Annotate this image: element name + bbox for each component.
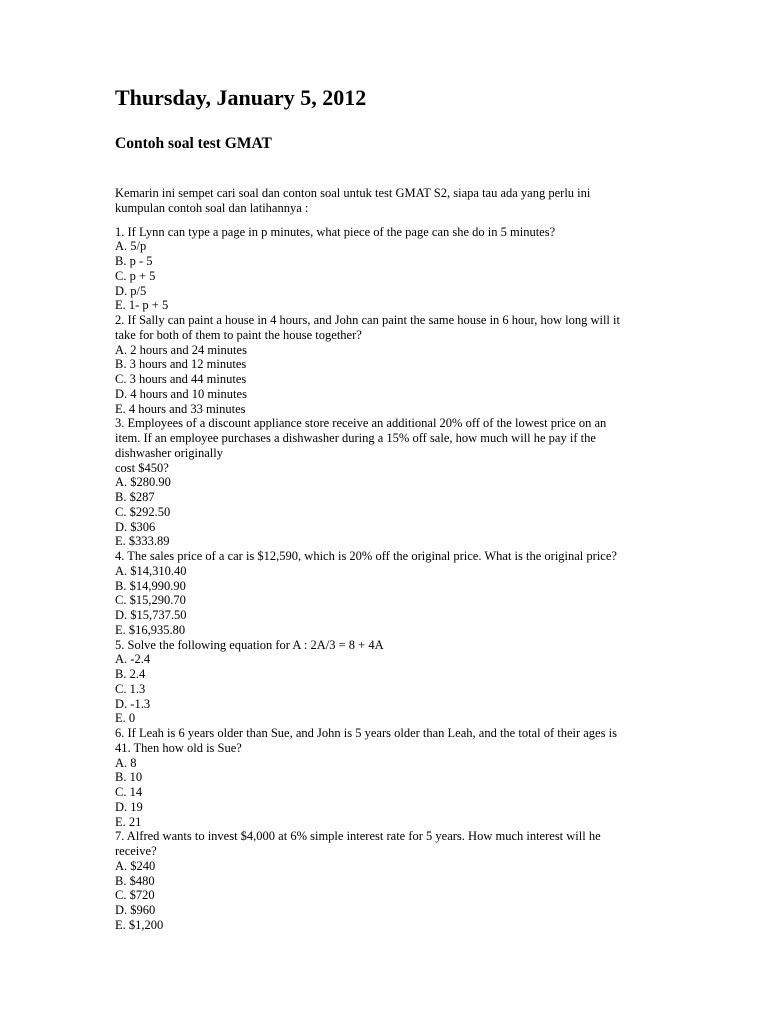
option-line: C. $720 bbox=[115, 888, 155, 903]
option-line: B. $14,990.90 bbox=[115, 578, 186, 593]
option-line: A. 2 hours and 24 minutes bbox=[115, 342, 247, 357]
option-line: E. $16,935.80 bbox=[115, 622, 186, 637]
question-text-line: 7. Alfred wants to invest $4,000 at 6% simple interest rate for 5 years. How much interest will he bbox=[115, 829, 601, 844]
post-subtitle: Contoh soal test GMAT bbox=[115, 135, 272, 152]
option-line: E. 1- p + 5 bbox=[115, 298, 169, 313]
option-line: B. p - 5 bbox=[115, 254, 153, 268]
option-line: E. 0 bbox=[115, 711, 136, 726]
option-line: D. $306 bbox=[115, 519, 156, 534]
option-line: A. $14,310.40 bbox=[115, 563, 187, 578]
option-line: B. 2.4 bbox=[115, 667, 146, 681]
option-line: C. $15,290.70 bbox=[115, 593, 186, 608]
option-line: B. 3 hours and 12 minutes bbox=[115, 357, 247, 372]
option-line: C. 14 bbox=[115, 785, 143, 799]
option-line: A. $280.90 bbox=[115, 475, 171, 490]
question-text-line: 3. Employees of a discount appliance store receive an additional 20% off of the lowest price on an bbox=[115, 416, 607, 431]
question-text-line: receive? bbox=[115, 844, 157, 858]
option-line: E. 21 bbox=[115, 814, 142, 829]
questions bbox=[115, 225, 660, 933]
document-content bbox=[115, 84, 660, 933]
option-line: D. $960 bbox=[115, 903, 156, 917]
option-line: A. $240 bbox=[115, 858, 156, 873]
option-line: D. 19 bbox=[115, 799, 143, 814]
question-text-line: 5. Solve the following equation for A : 2A/3 = 8 + 4A bbox=[115, 637, 384, 652]
intro-paragraph bbox=[115, 186, 660, 216]
option-line: C. $292.50 bbox=[115, 504, 171, 519]
option-line: A. 5/p bbox=[115, 239, 147, 254]
question-text-line: 1. If Lynn can type a page in p minutes, what piece of the page can she do in 5 minutes? bbox=[115, 224, 556, 239]
question-text-line: item. If an employee purchases a dishwasher during a 15% off sale, how much will he pay if the bbox=[115, 431, 596, 445]
option-line: B. 10 bbox=[115, 770, 143, 785]
option-line: B. $480 bbox=[115, 873, 155, 888]
question-text-line: 4. The sales price of a car is $12,590, which is 20% off the original price. What is the original price? bbox=[115, 549, 617, 563]
question-text-line: 6. If Leah is 6 years older than Sue, and John is 5 years older than Leah, and the total of their ages is bbox=[115, 726, 617, 740]
option-line: E. $1,200 bbox=[115, 917, 164, 932]
option-line: D. -1.3 bbox=[115, 696, 151, 711]
question-text-line: take for both of them to paint the house together? bbox=[115, 327, 362, 342]
option-line: A. 8 bbox=[115, 755, 137, 770]
option-line: C. 1.3 bbox=[115, 681, 146, 696]
option-line: E. 4 hours and 33 minutes bbox=[115, 401, 246, 416]
document-title: Thursday, January 5, 2012 bbox=[115, 85, 367, 110]
question-text-line: cost $450? bbox=[115, 460, 169, 475]
question-text-line: dishwasher originally bbox=[115, 445, 223, 460]
option-line: B. $287 bbox=[115, 490, 155, 504]
option-line: E. $333.89 bbox=[115, 534, 170, 549]
option-line: A. -2.4 bbox=[115, 652, 151, 667]
question-text-line: 2. If Sally can paint a house in 4 hours, and John can paint the same house in 6 hour, how long will it bbox=[115, 313, 620, 327]
option-line: C. p + 5 bbox=[115, 268, 156, 283]
option-line: D. p/5 bbox=[115, 283, 147, 298]
question-text-line: 41. Then how old is Sue? bbox=[115, 740, 242, 755]
option-line: C. 3 hours and 44 minutes bbox=[115, 372, 247, 386]
intro-line: Kemarin ini sempet cari soal dan conton soal untuk test GMAT S2, siapa tau ada yang perlu ini bbox=[115, 186, 591, 200]
intro-line: kumpulan contoh soal dan latihannya : bbox=[115, 200, 309, 215]
option-line: D. $15,737.50 bbox=[115, 608, 187, 622]
option-line: D. 4 hours and 10 minutes bbox=[115, 386, 247, 401]
